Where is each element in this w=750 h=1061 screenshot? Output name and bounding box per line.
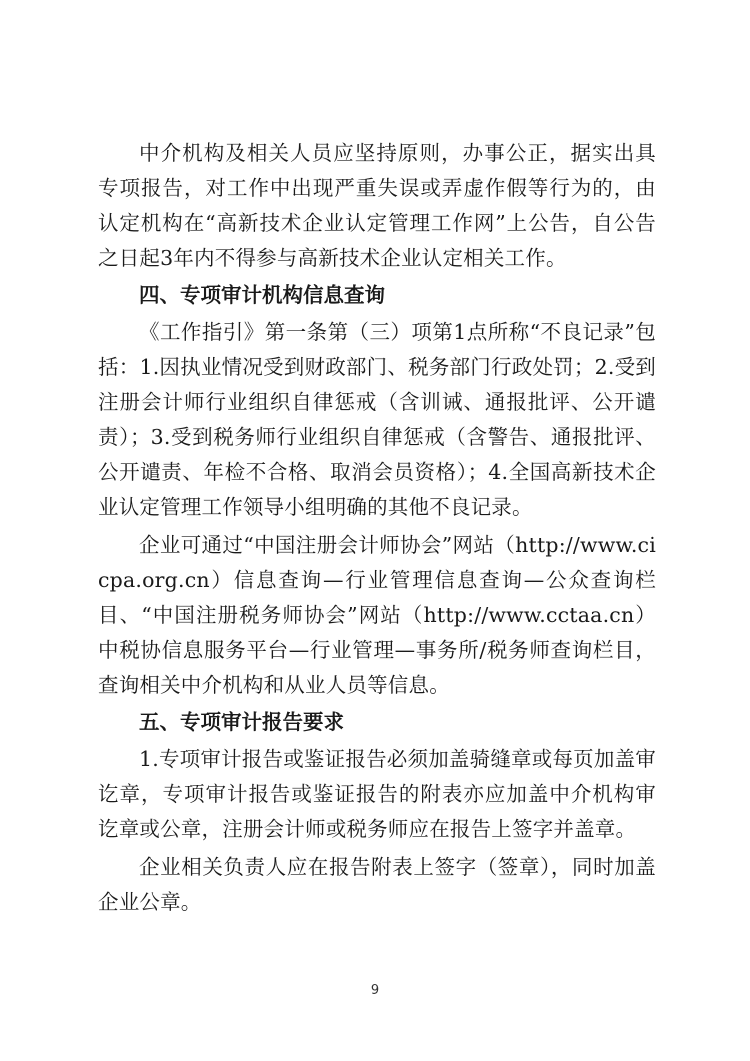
paragraph-bad-records-definition: 《工作指引》第一条第（三）项第1点所称“不良记录”包括：1.因执业情况受到财政部门、税务部门行政处罚；2.受到注册会计师行业组织自律惩戒（含训诫、通报批评、公开谴责）；3.受到税务师行业组织自律惩戒（含警告、通报批评、公开谴责、年检不合格、取消会员资格）；4.全国高新技术企业认定管理工作领导小组明确的其他不良记录。 [98, 320, 656, 519]
page-number: 9 [370, 983, 380, 998]
paragraph-enterprise-signature: 企业相关负责人应在报告附表上签字（签章），同时加盖企业公章。 [98, 855, 656, 914]
paragraph-intermediary-obligations: 中介机构及相关人员应坚持原则，办事公正，据实出具专项报告，对工作中出现严重失误或弄虚作假等行为的，由认定机构在“高新技术企业认定管理工作网”上公告，自公告之日起3年内不得参与高新技术企业认定相关工作。 [98, 141, 656, 270]
paragraph-lookup-websites: 企业可通过“中国注册会计师协会”网站（http://www.cicpa.org.cn）信息查询—行业管理信息查询—公众查询栏目、“中国注册税务师协会”网站（http://www.cctaa.cn）中税协信息服务平台—行业管理—事务所/税务师查询栏目，查询相关中介机构和从业人员等信息。 [98, 533, 656, 697]
section-heading-audit-agency-lookup: 四、专项审计机构信息查询 [139, 283, 385, 307]
paragraph-seal-requirements: 1.专项审计报告或鉴证报告必须加盖骑缝章或每页加盖审讫章，专项审计报告或鉴证报告的附表亦应加盖中介机构审讫章或公章，注册会计师或税务师应在报告上签字并盖章。 [98, 747, 656, 841]
document-body [98, 136, 656, 920]
section-heading-report-requirements: 五、专项审计报告要求 [139, 710, 344, 734]
